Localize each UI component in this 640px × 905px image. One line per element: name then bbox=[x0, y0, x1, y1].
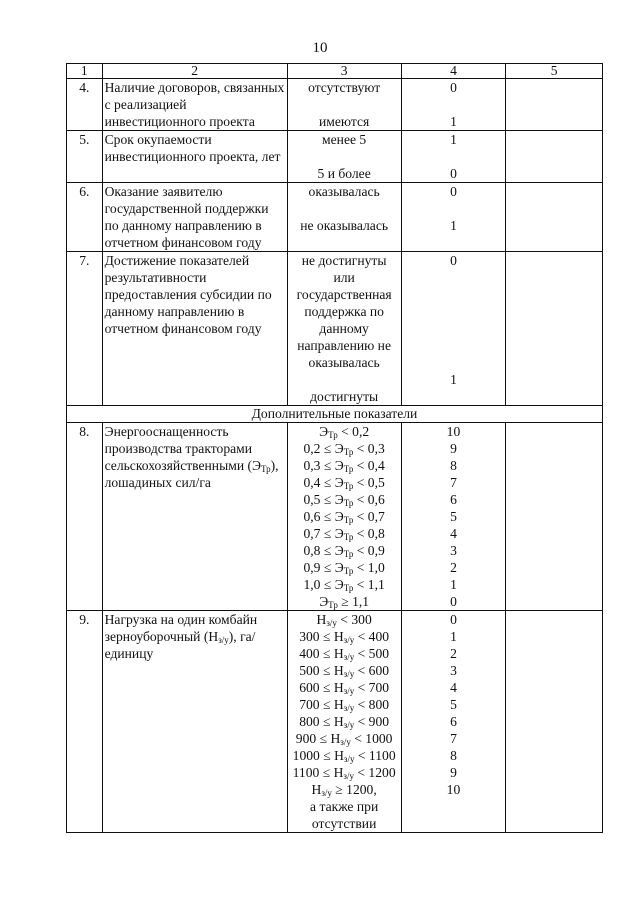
criterion-range-subscript: з/у bbox=[343, 771, 354, 781]
header-row bbox=[67, 64, 603, 79]
score-value: 4 bbox=[450, 526, 457, 541]
criterion-range-text: 300 ≤ Н bbox=[299, 629, 344, 644]
score-value: 10 bbox=[446, 424, 461, 439]
criterion-range bbox=[290, 474, 399, 491]
criterion-range bbox=[290, 440, 399, 457]
criterion-text: не оказывалась bbox=[300, 218, 389, 233]
criterion-text: достигнуты bbox=[310, 389, 379, 404]
criterion-range bbox=[290, 781, 399, 798]
indicator-name-subscript: Тр bbox=[261, 464, 271, 474]
criteria-cell bbox=[287, 79, 401, 131]
criterion-range-text: 1100 ≤ Н bbox=[292, 765, 344, 780]
score-value: 2 bbox=[450, 560, 457, 575]
criterion-range-subscript: з/у bbox=[343, 652, 355, 662]
score-cell bbox=[401, 183, 506, 252]
criterion-range-text: < 500 bbox=[354, 646, 390, 661]
indicator-name: Срок окупаемости инвестиционного проекта, лет bbox=[102, 131, 287, 183]
criterion-range-text: 400 ≤ Н bbox=[299, 646, 344, 661]
empty-cell bbox=[506, 611, 603, 833]
criterion-range bbox=[290, 508, 399, 525]
indicator-name: Оказание заявителю государственной поддержки по данному направлению в отчетном финансовом году bbox=[102, 183, 287, 252]
criterion-range-text: Э bbox=[319, 424, 329, 439]
criterion-range-text: 700 ≤ Н bbox=[299, 697, 344, 712]
criterion-range-subscript: Тр bbox=[328, 600, 338, 610]
criterion-range bbox=[290, 491, 399, 508]
criterion-range-text: < 0,7 bbox=[353, 509, 385, 524]
score-value: 0 bbox=[450, 166, 457, 181]
score-value: 5 bbox=[450, 509, 457, 524]
criterion-range bbox=[290, 679, 399, 696]
criterion-range-text: Н bbox=[311, 782, 322, 797]
criterion-range bbox=[290, 662, 399, 679]
criterion-text: а также при bbox=[310, 799, 379, 814]
indicator-name-subscript: з/у bbox=[218, 635, 229, 645]
criterion-range-subscript: Тр bbox=[343, 481, 354, 491]
criterion-range-text: < 1,0 bbox=[353, 560, 385, 575]
row-number: 8. bbox=[67, 423, 103, 611]
criterion-range-text: 1000 ≤ Н bbox=[292, 748, 344, 763]
criterion-range-text: < 1,1 bbox=[353, 577, 385, 592]
table-row bbox=[67, 423, 603, 611]
criterion-range-text: < 400 bbox=[354, 629, 390, 644]
criterion-range-text: 0,6 ≤ Э bbox=[303, 509, 344, 524]
score-value: 9 bbox=[450, 441, 457, 456]
page-number: 10 bbox=[312, 40, 328, 56]
criterion-range bbox=[290, 525, 399, 542]
score-value: 7 bbox=[450, 731, 457, 746]
table-row bbox=[67, 252, 603, 406]
score-value: 0 bbox=[450, 253, 457, 268]
score-value: 1 bbox=[450, 577, 457, 592]
indicator-name: Наличие договоров, связанных с реализацией инвестиционного проекта bbox=[102, 79, 287, 131]
score-value: 0 bbox=[450, 184, 457, 199]
criterion-range bbox=[290, 611, 399, 628]
row-number: 7. bbox=[67, 252, 103, 406]
criterion-range-subscript: з/у bbox=[343, 720, 355, 730]
score-value: 10 bbox=[446, 782, 461, 797]
criterion-range-subscript: Тр bbox=[343, 549, 354, 559]
criterion-range bbox=[290, 730, 399, 747]
criterion-range-text: 0,2 ≤ Э bbox=[303, 441, 344, 456]
criterion-range bbox=[290, 457, 399, 474]
score-value: 8 bbox=[450, 748, 457, 763]
section-row bbox=[67, 406, 603, 423]
table-row bbox=[67, 79, 603, 131]
indicator-name-text: Нагрузка на один комбайн зерноуборочный (Н bbox=[104, 612, 258, 644]
criterion-range-text: 1,0 ≤ Э bbox=[303, 577, 344, 592]
criterion-range-text: Э bbox=[319, 594, 329, 609]
score-cell bbox=[401, 131, 506, 183]
score-value: 7 bbox=[450, 475, 457, 490]
criterion-range bbox=[290, 713, 399, 730]
indicator-name-text: Энергооснащенность производства тракторами сельскохозяйственными (Э bbox=[104, 424, 261, 473]
criteria-cell bbox=[287, 252, 401, 406]
criterion-range-subscript: Тр bbox=[343, 447, 354, 457]
indicator-name bbox=[102, 423, 287, 611]
indicator-name: Достижение показателей результативности предоставления субсидии по данному направлению в отчетном финансовом году bbox=[102, 252, 287, 406]
indicator-name-text: ), лошадиных сил/га bbox=[104, 458, 279, 490]
criterion-range-text: < 800 bbox=[354, 697, 390, 712]
criterion-range bbox=[290, 645, 399, 662]
row-number: 5. bbox=[67, 131, 103, 183]
empty-cell bbox=[506, 131, 603, 183]
score-value: 1 bbox=[450, 218, 457, 233]
criterion-text: отсутствуют bbox=[308, 80, 381, 95]
criterion-range-text: 600 ≤ Н bbox=[299, 680, 344, 695]
criterion-text: отсутствии bbox=[311, 816, 377, 831]
score-cell bbox=[401, 79, 506, 131]
criterion-range-subscript: Тр bbox=[343, 532, 354, 542]
criterion-range bbox=[290, 559, 399, 576]
header-cell: 3 bbox=[287, 64, 401, 79]
empty-cell bbox=[506, 183, 603, 252]
criterion-range-subscript: Тр bbox=[343, 464, 354, 474]
criterion-range-subscript: з/у bbox=[343, 669, 355, 679]
criterion-range-text: 0,8 ≤ Э bbox=[303, 543, 344, 558]
criterion-range-subscript: Тр bbox=[343, 566, 354, 576]
criterion-range-subscript: Тр bbox=[343, 583, 354, 593]
row-number: 4. bbox=[67, 79, 103, 131]
criterion-range-subscript: Тр bbox=[343, 515, 354, 525]
empty-cell bbox=[506, 423, 603, 611]
criterion-range bbox=[290, 593, 399, 610]
score-value: 5 bbox=[450, 697, 457, 712]
criterion-range-text: < 0,5 bbox=[353, 475, 385, 490]
criterion-range-text: 0,9 ≤ Э bbox=[303, 560, 344, 575]
score-value: 1 bbox=[450, 372, 457, 387]
score-cell bbox=[401, 611, 506, 833]
criterion-range-subscript: Тр bbox=[328, 430, 338, 440]
criterion-range-text: 900 ≤ Н bbox=[295, 731, 341, 746]
criterion-range-text: < 700 bbox=[354, 680, 390, 695]
criterion-text: имеются bbox=[319, 114, 370, 129]
row-number: 9. bbox=[67, 611, 103, 833]
criterion-range-text: < 300 bbox=[336, 612, 372, 627]
score-value: 9 bbox=[450, 765, 457, 780]
indicator-name-text: ), га/единицу bbox=[104, 629, 256, 661]
score-value: 1 bbox=[450, 114, 457, 129]
criterion-text: 5 и более bbox=[317, 166, 371, 181]
criteria-table bbox=[66, 63, 603, 833]
criterion-range-subscript: з/у bbox=[340, 737, 351, 747]
table-row bbox=[67, 131, 603, 183]
score-value: 0 bbox=[450, 594, 457, 609]
header-cell: 1 bbox=[67, 64, 103, 79]
criterion-range-text: < 1100 bbox=[354, 748, 396, 763]
criteria-cell bbox=[287, 611, 401, 833]
criterion-range-subscript: з/у bbox=[343, 754, 355, 764]
criterion-range-subscript: з/у bbox=[326, 618, 337, 628]
criterion-text: оказывалась bbox=[308, 184, 380, 199]
criterion-range-text: Н bbox=[316, 612, 327, 627]
criterion-range-text: 800 ≤ Н bbox=[299, 714, 344, 729]
header-cell: 5 bbox=[506, 64, 603, 79]
score-value: 8 bbox=[450, 458, 457, 473]
criterion-range-subscript: з/у bbox=[343, 686, 355, 696]
criterion-range-text: 500 ≤ Н bbox=[299, 663, 344, 678]
criterion-range-subscript: з/у bbox=[343, 635, 355, 645]
criterion-range-text: 0,7 ≤ Э bbox=[303, 526, 344, 541]
score-value: 4 bbox=[450, 680, 457, 695]
table-row bbox=[67, 611, 603, 833]
criterion-range-text: < 600 bbox=[354, 663, 390, 678]
score-cell bbox=[401, 423, 506, 611]
criterion-range-subscript: Тр bbox=[343, 498, 354, 508]
header-cell: 4 bbox=[401, 64, 506, 79]
criterion-range-text: < 1200 bbox=[353, 765, 396, 780]
criterion-range-text: < 900 bbox=[354, 714, 390, 729]
criterion-range-text: < 0,4 bbox=[353, 458, 385, 473]
criterion-range bbox=[290, 423, 399, 440]
score-value: 1 bbox=[450, 629, 457, 644]
score-value: 0 bbox=[450, 80, 457, 95]
criterion-range-text: < 0,3 bbox=[353, 441, 385, 456]
header-cell: 2 bbox=[102, 64, 287, 79]
criterion-text: менее 5 bbox=[322, 132, 367, 147]
criterion-range-subscript: з/у bbox=[343, 703, 355, 713]
score-value: 1 bbox=[450, 132, 457, 147]
score-value: 0 bbox=[450, 612, 457, 627]
table-row bbox=[67, 183, 603, 252]
criterion-range bbox=[290, 576, 399, 593]
criterion-range bbox=[290, 542, 399, 559]
empty-cell bbox=[506, 252, 603, 406]
score-value: 3 bbox=[450, 543, 457, 558]
criterion-range bbox=[290, 747, 399, 764]
empty-cell bbox=[506, 79, 603, 131]
criterion-range-text: ≥ 1,1 bbox=[337, 594, 370, 609]
criteria-cell bbox=[287, 423, 401, 611]
criterion-range bbox=[290, 764, 399, 781]
criterion-range-text: ≥ 1200, bbox=[331, 782, 377, 797]
score-value: 2 bbox=[450, 646, 457, 661]
criterion-range-text: < 0,2 bbox=[337, 424, 370, 439]
indicator-name bbox=[102, 611, 287, 833]
criterion-range-text: < 1000 bbox=[350, 731, 393, 746]
section-title: Дополнительные показатели bbox=[67, 406, 603, 423]
row-number: 6. bbox=[67, 183, 103, 252]
criterion-range-text: < 0,8 bbox=[353, 526, 385, 541]
score-value: 6 bbox=[450, 492, 457, 507]
criteria-cell bbox=[287, 131, 401, 183]
criterion-text: не достигнуты или государственная поддержка по данному направлению не оказывалась bbox=[296, 253, 392, 370]
score-cell bbox=[401, 252, 506, 406]
score-value: 3 bbox=[450, 663, 457, 678]
criterion-range bbox=[290, 628, 399, 645]
criterion-range bbox=[290, 696, 399, 713]
criterion-range-subscript: з/у bbox=[321, 788, 332, 798]
criterion-range-text: 0,4 ≤ Э bbox=[303, 475, 344, 490]
criterion-range-text: 0,5 ≤ Э bbox=[303, 492, 344, 507]
score-value: 6 bbox=[450, 714, 457, 729]
criteria-cell bbox=[287, 183, 401, 252]
criterion-range-text: < 0,9 bbox=[353, 543, 385, 558]
criterion-range-text: < 0,6 bbox=[353, 492, 385, 507]
criterion-range-text: 0,3 ≤ Э bbox=[303, 458, 344, 473]
